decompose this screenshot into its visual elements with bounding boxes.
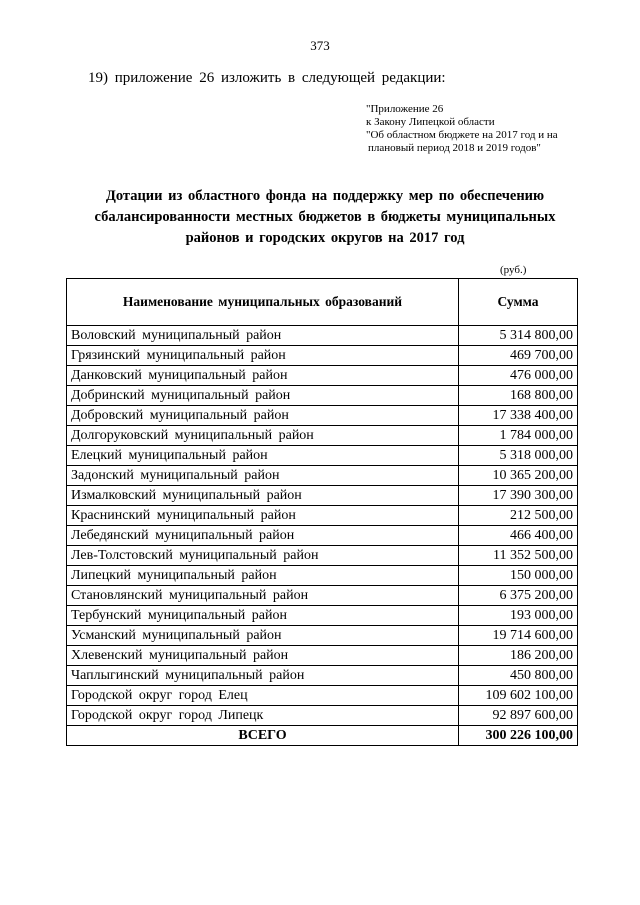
appendix-line: плановый период 2018 и 2019 годов" bbox=[368, 142, 541, 154]
table-row bbox=[67, 366, 578, 386]
municipality-name: Измалковский муниципальный район bbox=[67, 486, 459, 506]
subsidy-amount: 5 314 800,00 bbox=[459, 326, 578, 346]
table-row bbox=[67, 546, 578, 566]
subsidy-amount: 212 500,00 bbox=[459, 506, 578, 526]
subsidy-amount: 193 000,00 bbox=[459, 606, 578, 626]
table-row bbox=[67, 706, 578, 726]
subsidy-amount: 150 000,00 bbox=[459, 566, 578, 586]
subsidy-amount: 469 700,00 bbox=[459, 346, 578, 366]
table-row bbox=[67, 566, 578, 586]
table-row bbox=[67, 666, 578, 686]
municipality-name: Усманский муниципальный район bbox=[67, 626, 459, 646]
municipality-name: Добринский муниципальный район bbox=[67, 386, 459, 406]
municipality-name: Краснинский муниципальный район bbox=[67, 506, 459, 526]
municipality-name: Липецкий муниципальный район bbox=[67, 566, 459, 586]
document-title: Дотации из областного фонда на поддержку мер по обеспечению сбалансированности местных бюджетов в бюджеты муниципальных районов и городских округов на 2017 год bbox=[94, 188, 556, 246]
municipality-name: Чаплыгинский муниципальный район bbox=[67, 666, 459, 686]
column-header-amount: Сумма bbox=[459, 279, 578, 326]
subsidy-amount: 466 400,00 bbox=[459, 526, 578, 546]
subsidy-amount: 92 897 600,00 bbox=[459, 706, 578, 726]
table-row bbox=[67, 386, 578, 406]
subsidy-amount: 450 800,00 bbox=[459, 666, 578, 686]
municipality-name: Лев-Толстовский муниципальный район bbox=[67, 546, 459, 566]
municipality-name: Грязинский муниципальный район bbox=[67, 346, 459, 366]
page-number: 373 bbox=[310, 38, 330, 53]
subsidy-amount: 109 602 100,00 bbox=[459, 686, 578, 706]
table-header-row bbox=[67, 279, 578, 326]
table-row bbox=[67, 626, 578, 646]
appendix-line: "Об областном бюджете на 2017 год и на bbox=[366, 129, 558, 141]
total-amount: 300 226 100,00 bbox=[459, 726, 578, 746]
appendix-line: к Закону Липецкой области bbox=[366, 116, 495, 128]
municipality-name: Городской округ город Липецк bbox=[67, 706, 459, 726]
table-row bbox=[67, 646, 578, 666]
municipality-name: Лебедянский муниципальный район bbox=[67, 526, 459, 546]
appendix-header bbox=[366, 103, 558, 155]
table-row bbox=[67, 406, 578, 426]
subsidy-amount: 17 390 300,00 bbox=[459, 486, 578, 506]
table-row bbox=[67, 326, 578, 346]
municipality-name: Добровский муниципальный район bbox=[67, 406, 459, 426]
municipality-name: Долгоруковский муниципальный район bbox=[67, 426, 459, 446]
subsidy-amount: 10 365 200,00 bbox=[459, 466, 578, 486]
subsidy-amount: 19 714 600,00 bbox=[459, 626, 578, 646]
subsidy-amount: 17 338 400,00 bbox=[459, 406, 578, 426]
total-label: ВСЕГО bbox=[67, 726, 459, 746]
subsidy-amount: 186 200,00 bbox=[459, 646, 578, 666]
amendment-item-text: 19) приложение 26 изложить в следующей редакции: bbox=[88, 70, 446, 86]
municipality-name: Задонский муниципальный район bbox=[67, 466, 459, 486]
column-header-name: Наименование муниципальных образований bbox=[67, 279, 459, 326]
table-row bbox=[67, 606, 578, 626]
subsidy-amount: 5 318 000,00 bbox=[459, 446, 578, 466]
table-row bbox=[67, 446, 578, 466]
table-row bbox=[67, 586, 578, 606]
municipality-name: Елецкий муниципальный район bbox=[67, 446, 459, 466]
municipality-name: Городской округ город Елец bbox=[67, 686, 459, 706]
table-row bbox=[67, 686, 578, 706]
table-row bbox=[67, 486, 578, 506]
currency-unit: (руб.) bbox=[500, 264, 527, 276]
subsidy-amount: 11 352 500,00 bbox=[459, 546, 578, 566]
municipality-name: Воловский муниципальный район bbox=[67, 326, 459, 346]
table-row bbox=[67, 426, 578, 446]
table-row bbox=[67, 526, 578, 546]
subsidy-amount: 168 800,00 bbox=[459, 386, 578, 406]
municipality-name: Становлянский муниципальный район bbox=[67, 586, 459, 606]
municipality-name: Тербунский муниципальный район bbox=[67, 606, 459, 626]
municipality-name: Хлевенский муниципальный район bbox=[67, 646, 459, 666]
appendix-line: "Приложение 26 bbox=[366, 103, 444, 115]
table-row bbox=[67, 346, 578, 366]
subsidy-amount: 476 000,00 bbox=[459, 366, 578, 386]
table-row bbox=[67, 506, 578, 526]
subsidy-amount: 1 784 000,00 bbox=[459, 426, 578, 446]
table-row bbox=[67, 466, 578, 486]
subsidy-amount: 6 375 200,00 bbox=[459, 586, 578, 606]
municipality-name: Данковский муниципальный район bbox=[67, 366, 459, 386]
total-row bbox=[67, 726, 578, 746]
subsidies-table bbox=[66, 278, 578, 746]
table-body bbox=[67, 326, 578, 746]
